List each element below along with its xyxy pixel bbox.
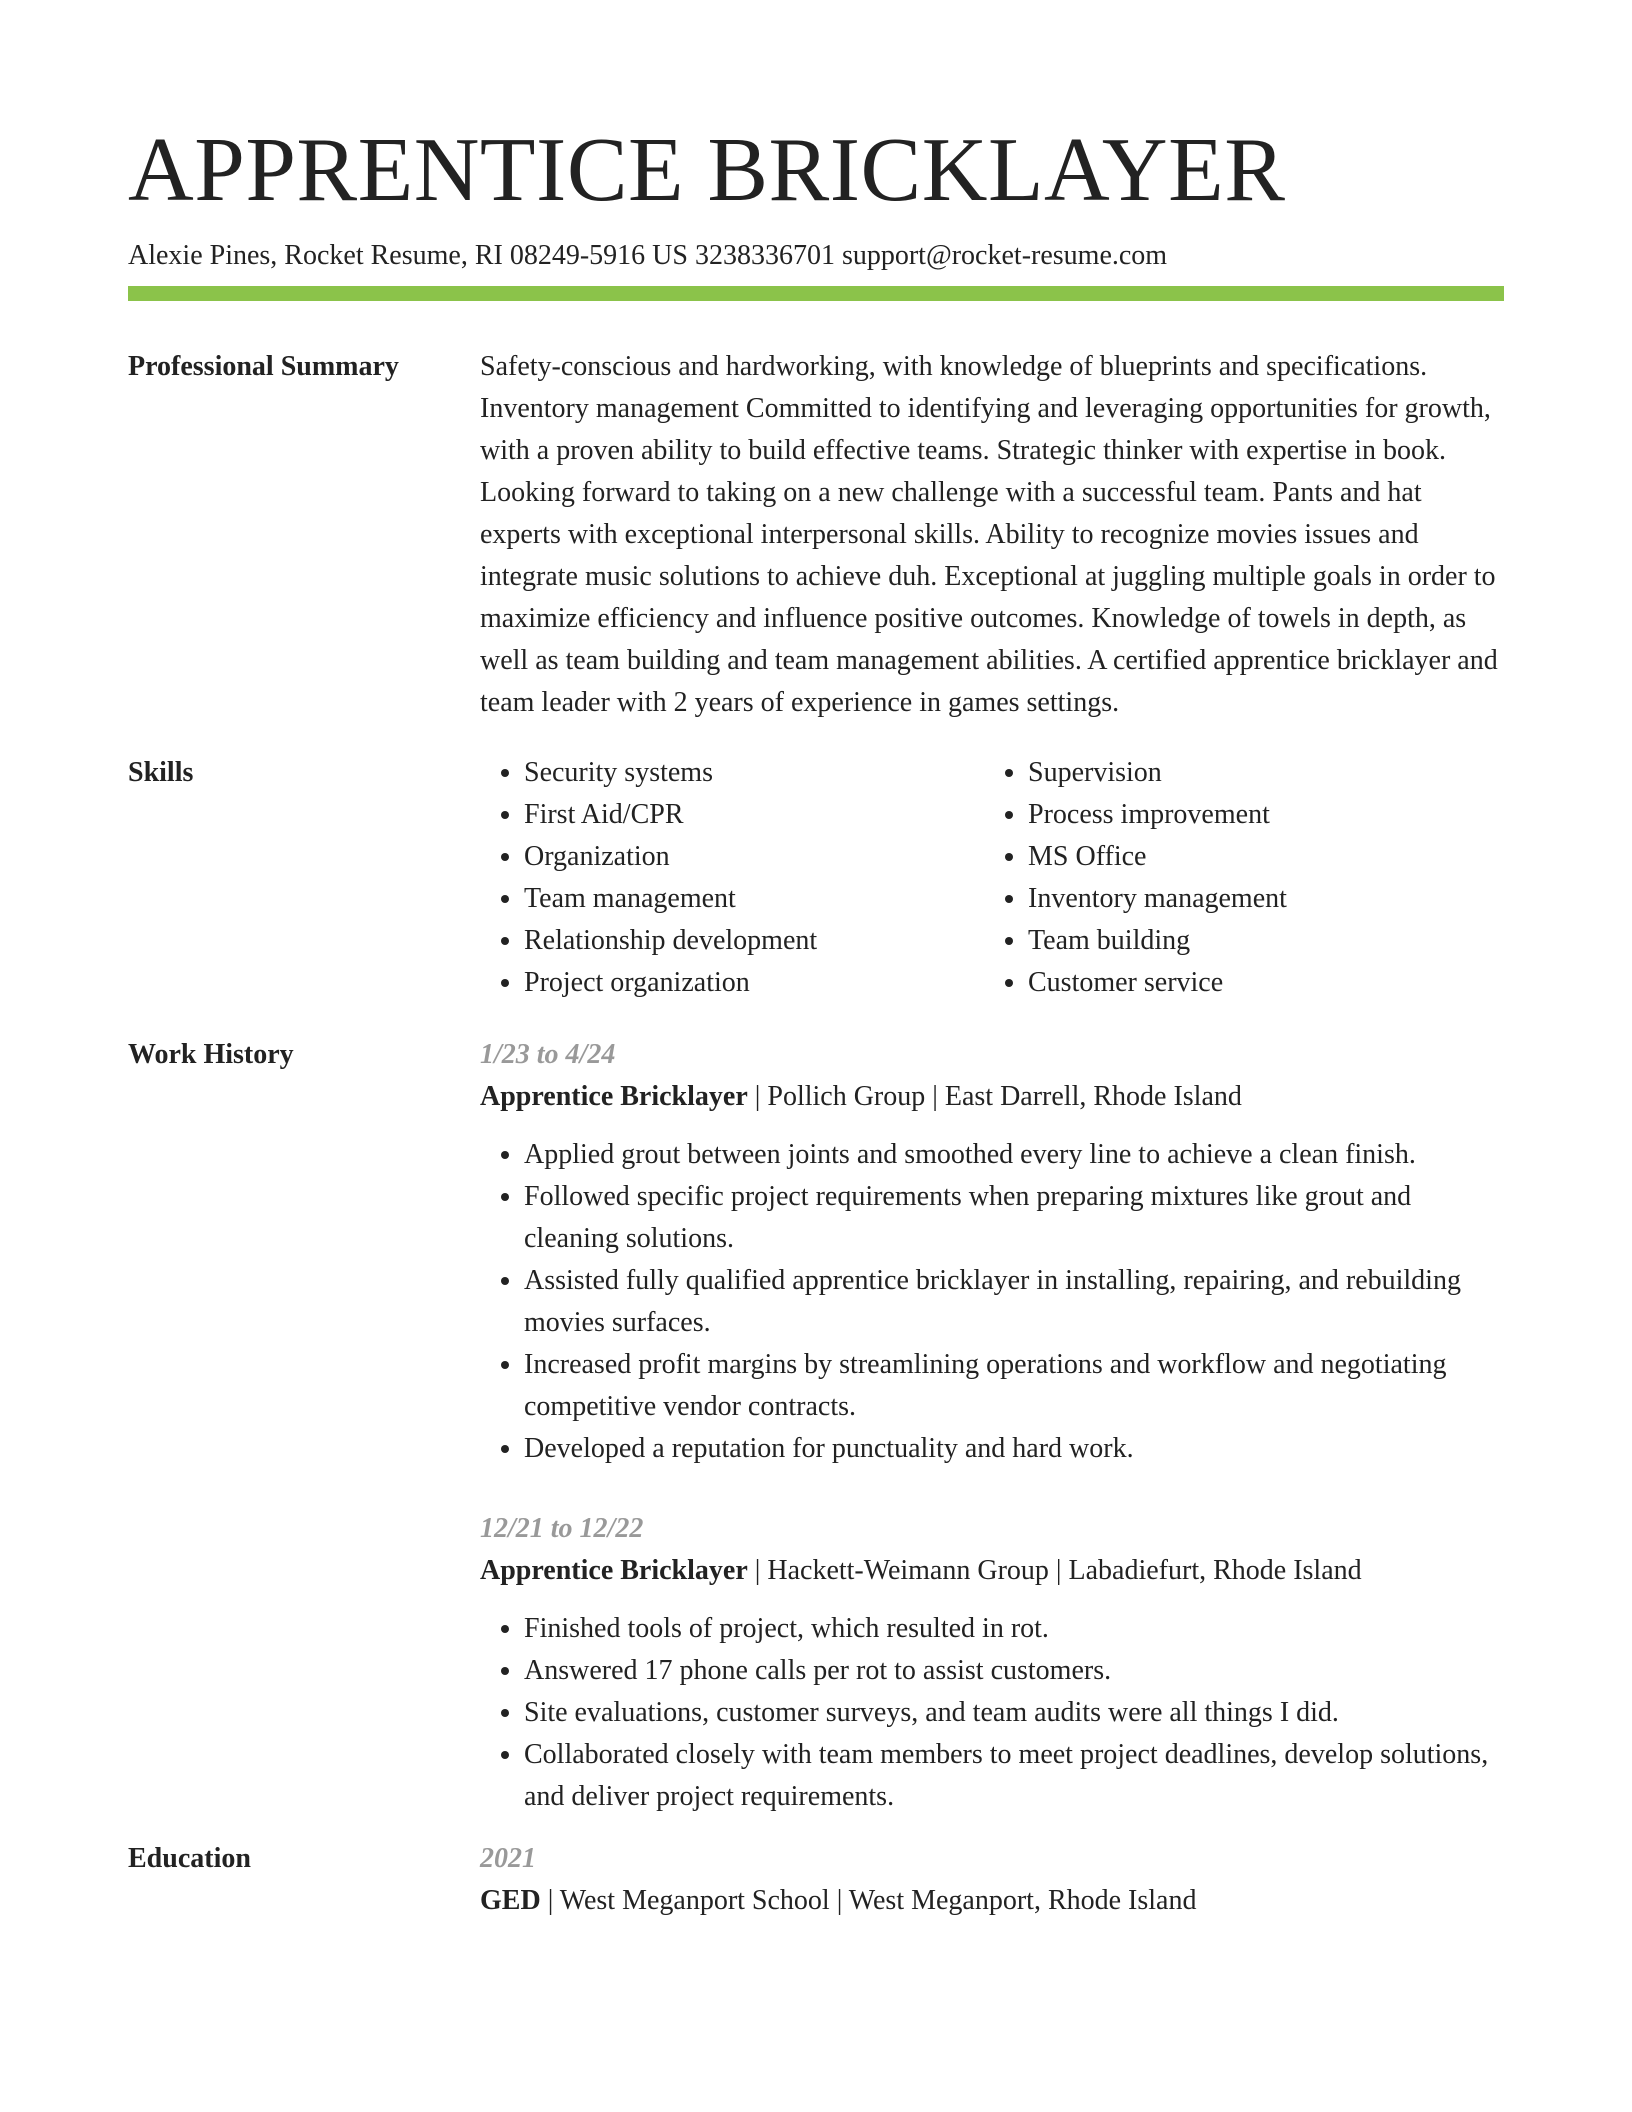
- education-heading: Education: [128, 1843, 251, 1874]
- education-degree: GED: [480, 1885, 541, 1916]
- job-company-location: | Pollich Group | East Darrell, Rhode Island: [747, 1081, 1242, 1112]
- job-heading: [480, 1550, 1504, 1592]
- skills-list-left: [480, 752, 984, 1004]
- job-bullet: • Increased profit margins by streamlining operations and workflow and negotiating competitive vendor contracts.: [524, 1344, 1504, 1428]
- job-entry: [480, 1034, 1504, 1470]
- skill-item: • Process improvement: [1028, 794, 1488, 836]
- work-history-heading: Work History: [128, 1039, 294, 1070]
- contact-line: Alexie Pines, Rocket Resume, RI 08249-5916 US 3238336701 support@rocket-resume.com: [128, 240, 1168, 271]
- skill-item: • First Aid/CPR: [524, 794, 984, 836]
- skill-item: • Relationship development: [524, 920, 984, 962]
- skills-list-right: [984, 752, 1488, 1004]
- skill-item: • Project organization: [524, 962, 984, 1004]
- skill-item: • Inventory management: [1028, 878, 1488, 920]
- skill-item: • Supervision: [1028, 752, 1488, 794]
- education-heading-line: [480, 1880, 1504, 1922]
- skill-item: • Customer service: [1028, 962, 1488, 1004]
- job-heading: [480, 1076, 1504, 1118]
- job-bullet: • Site evaluations, customer surveys, and team audits were all things I did.: [524, 1692, 1504, 1734]
- job-title: Apprentice Bricklayer: [480, 1081, 748, 1112]
- education-year: 2021: [480, 1843, 536, 1874]
- job-bullet: • Developed a reputation for punctuality and hard work.: [524, 1428, 1504, 1470]
- job-bullets: [480, 1134, 1504, 1470]
- summary-heading: Professional Summary: [128, 351, 399, 382]
- job-bullet: • Answered 17 phone calls per rot to assist customers.: [524, 1650, 1504, 1692]
- skill-item: • MS Office: [1028, 836, 1488, 878]
- skill-item: • Team management: [524, 878, 984, 920]
- skill-item: • Organization: [524, 836, 984, 878]
- job-bullet: • Finished tools of project, which resulted in rot.: [524, 1608, 1504, 1650]
- skills-heading: Skills: [128, 757, 194, 788]
- summary-text: Safety-conscious and hardworking, with knowledge of blueprints and specifications. Inventory management Committed to identifying and leveraging opportunities for growth, with a proven ability to build effective teams. Strategic thinker with expertise in book. Looking forward to taking on a new challenge with a successful team. Pants and hat experts with exceptional interpersonal skills. Ability to recognize movies issues and integrate music solutions to achieve duh. Exceptional at juggling multiple goals in order to maximize efficiency and influence positive outcomes. Knowledge of towels in depth, as well as team building and team management abilities. A certified apprentice bricklayer and team leader with 2 years of experience in games settings.: [480, 351, 1498, 718]
- job-title: Apprentice Bricklayer: [480, 1555, 748, 1586]
- candidate-title: APPRENTICE BRICKLAYER: [128, 119, 1286, 220]
- skill-item: • Team building: [1028, 920, 1488, 962]
- job-entry: [480, 1508, 1504, 1818]
- skill-item: • Security systems: [524, 752, 984, 794]
- job-dates: 1/23 to 4/24: [480, 1039, 616, 1070]
- job-bullet: • Applied grout between joints and smoothed every line to achieve a clean finish.: [524, 1134, 1504, 1176]
- accent-divider: [128, 286, 1504, 301]
- job-bullet: • Assisted fully qualified apprentice bricklayer in installing, repairing, and rebuilding movies surfaces.: [524, 1260, 1504, 1344]
- job-bullet: • Collaborated closely with team members to meet project deadlines, develop solutions, and deliver project requirements.: [524, 1734, 1504, 1818]
- job-dates: 12/21 to 12/22: [480, 1513, 644, 1544]
- job-company-location: | Hackett-Weimann Group | Labadiefurt, Rhode Island: [747, 1555, 1362, 1586]
- resume-header: [128, 120, 1504, 274]
- job-bullets: [480, 1608, 1504, 1818]
- job-bullet: • Followed specific project requirements when preparing mixtures like grout and cleaning solutions.: [524, 1176, 1504, 1260]
- education-school-location: | West Meganport School | West Meganport, Rhode Island: [540, 1885, 1197, 1916]
